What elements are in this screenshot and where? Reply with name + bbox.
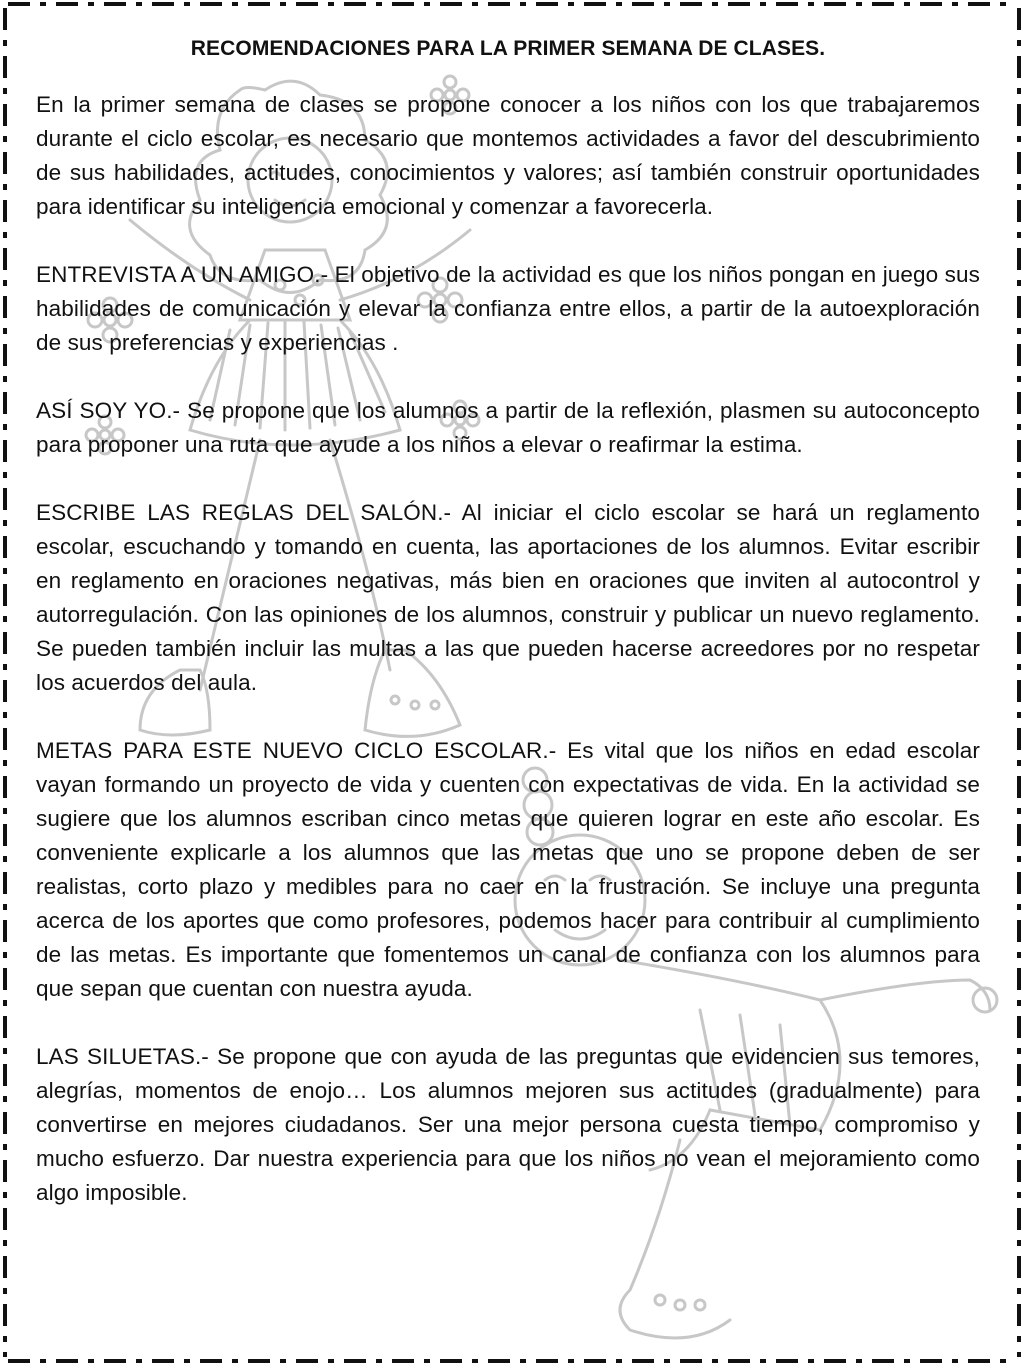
paragraph-asi-soy-yo: ASÍ SOY YO.- Se propone que los alumnos a partir de la reflexión, plasmen su autoconcepto para proponer una ruta que ayude a los niños a elevar o reafirmar la estima.: [36, 398, 980, 457]
paragraph-siluetas: LAS SILUETAS.- Se propone que con ayuda de las preguntas que evidencien sus temores, alegrías, momentos de enojo… Los alumnos mejoren sus actitudes (gradualmente) para convertirse en mejores ciudadanos. Ser una mejor persona cuesta tiempo, compromiso y mucho esfuerzo. Dar nuestra experiencia para que los niños no vean el mejoramiento como algo imposible.: [36, 1044, 980, 1205]
paragraph-metas: METAS PARA ESTE NUEVO CICLO ESCOLAR.- Es vital que los niños en edad escolar vayan formando un proyecto de vida y cuenten con expectativas de vida. En la actividad se sugiere que los alumnos escriban cinco metas que quieren lograr en este año escolar. Es conveniente explicarle a los alumnos que las metas que uno se propone deben de ser realistas, corto plazo y medibles para no caer en la frustración. Se incluye una pregunta acerca de los aportes que como profesores, podemos hacer para contribuir al cumplimiento de las metas. Es importante que fomentemos un canal de confianza con los alumnos para que sepan que cuentan con nuestra ayuda.: [36, 738, 980, 1001]
paragraph-intro: En la primer semana de clases se propone conocer a los niños con los que trabajaremos durante el ciclo escolar, es necesario que montemos actividades a favor del descubrimiento de sus habilidades, actitudes, conocimientos y valores; así también construir oportunidades para identificar su inteligencia emocional y comenzar a favorecerla.: [36, 92, 980, 219]
document-body: [36, 34, 980, 1244]
document-title: RECOMENDACIONES PARA LA PRIMER SEMANA DE CLASES.: [190, 37, 826, 60]
paragraph-entrevista: ENTREVISTA A UN AMIGO.- El objetivo de la actividad es que los niños pongan en juego sus habilidades de comunicación y elevar la confianza entre ellos, a partir de la autoexploración de sus preferencias y experiencias .: [36, 262, 980, 355]
paragraph-reglas: ESCRIBE LAS REGLAS DEL SALÓN.- Al iniciar el ciclo escolar se hará un reglamento escolar, escuchando y tomando en cuenta, las aportaciones de los alumnos. Evitar escribir en reglamento en oraciones negativas, más bien en oraciones que inviten al autocontrol y autorregulación. Con las opiniones de los alumnos, construir y publicar un nuevo reglamento. Se pueden también incluir las multas a las que pueden hacerse acreedores por no respetar los acuerdos del aula.: [36, 500, 980, 695]
